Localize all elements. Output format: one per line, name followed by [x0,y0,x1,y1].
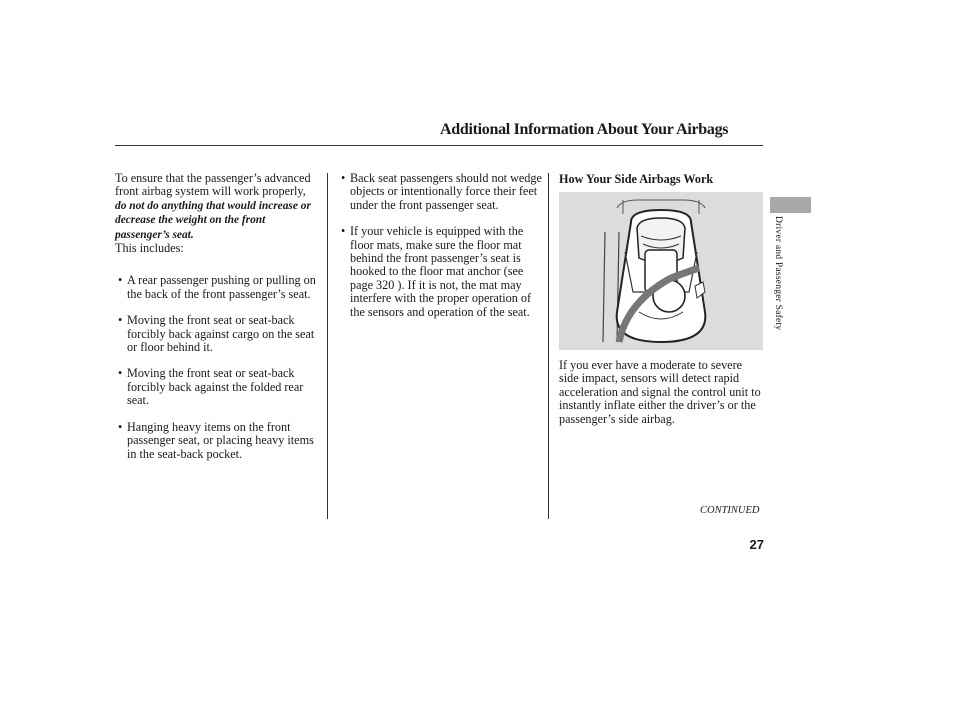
bullet-text: Hanging heavy items on the front passenger seat, or placing heavy items in the seat-back pocket. [127,419,314,461]
bullet-icon: • [341,171,346,185]
continued-label: CONTINUED [700,505,760,516]
bullet-icon: • [341,224,346,239]
bullet-icon: • [118,419,123,434]
section-tab-label: Driver and Passenger Safety [773,216,784,331]
intro-paragraph [115,172,320,255]
page-number: 27 [749,537,764,552]
intro-text: To ensure that the passenger’s advanced front airbag system will work properly, [115,171,311,199]
intro-after: This includes: [115,241,184,256]
section-heading: How Your Side Airbags Work [559,172,714,186]
column-3 [559,359,764,426]
list-item [338,172,543,212]
list-item [115,314,320,354]
column-1 [115,172,320,461]
list-item [115,367,320,407]
bullet-text: Moving the front seat or seat-back forcibly back against the folded rear seat. [127,366,304,408]
column-divider-2 [548,173,549,519]
list-item [115,421,320,461]
page-title: Additional Information About Your Airbags [440,121,729,138]
column-2 [338,172,543,319]
side-airbag-figure [559,192,763,350]
bullet-text: A rear passenger pushing or pulling on the back of the front passenger’s seat. [127,273,316,301]
section-tab [770,197,811,213]
side-airbag-paragraph: If you ever have a moderate to severe side impact, sensors will detect rapid acceleration and signal the control unit to instantly inflate either the driver’s or the passenger’s side airbag. [559,358,761,426]
list-item [338,225,543,319]
list-item [115,274,320,301]
bullet-icon: • [118,273,123,288]
title-divider [115,145,763,146]
bullet-icon: • [118,366,123,381]
bullet-icon: • [118,313,123,328]
bullet-text: If your vehicle is equipped with the floor mats, make sure the floor mat behind the front passenger’s seat is hooked to the floor mat anchor (see page 320 ). If it is not, the mat may interfere with the proper operation of the sensors and operation of the seat. [350,224,532,319]
bullet-text: Moving the front seat or seat-back forcibly back against cargo on the seat or floor behind it. [127,313,315,355]
column-divider-1 [327,173,328,519]
seat-top-view-illustration-icon [559,192,763,350]
bullet-text: Back seat passengers should not wedge objects or intentionally force their feet under the front passenger seat. [350,171,542,212]
intro-emphasis: do not do anything that would increase or decrease the weight on the front passenger’s seat. [115,199,311,241]
